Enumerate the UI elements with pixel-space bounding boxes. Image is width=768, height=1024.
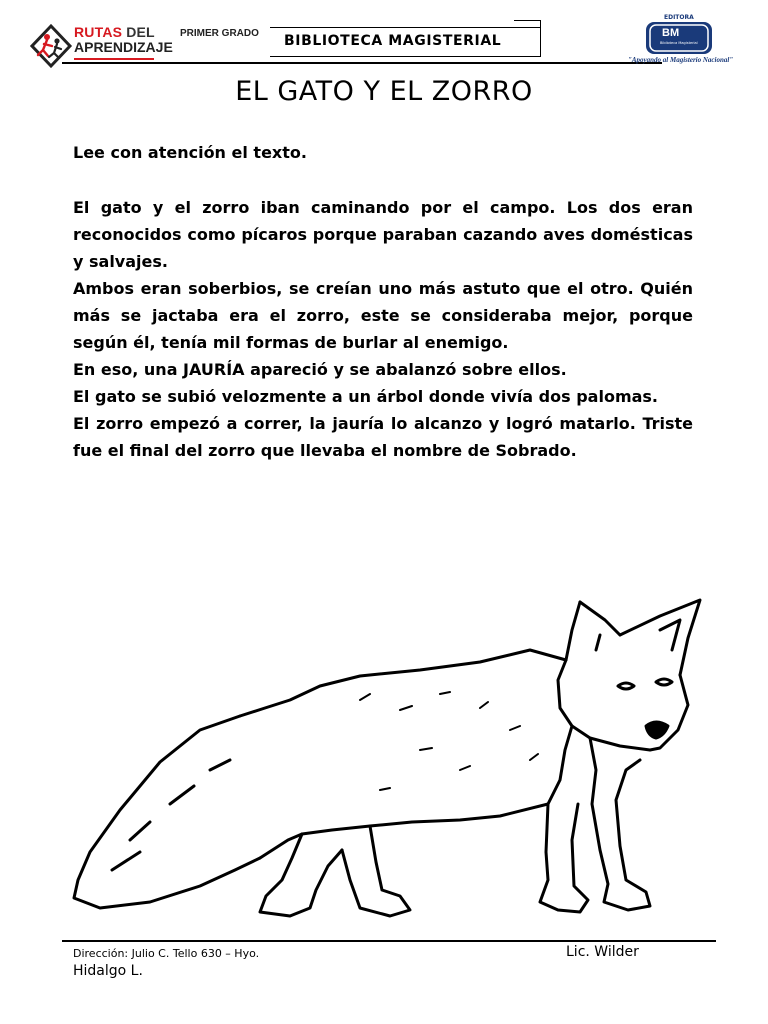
story-paragraph-4: El gato se subió velozmente a un árbol donde vivía dos palomas. — [73, 387, 659, 406]
page-title: EL GATO Y EL ZORRO — [235, 76, 533, 107]
grade-label: PRIMER GRADO — [180, 28, 259, 39]
runners-logo-icon — [30, 22, 74, 74]
header-title: BIBLIOTECA MAGISTERIAL — [284, 33, 502, 49]
logo-text-line2: APRENDIZAJE — [74, 39, 173, 55]
header-divider — [62, 62, 662, 64]
footer-divider — [62, 940, 716, 942]
story-text — [73, 194, 693, 464]
logo-editora-label: EDITORA — [664, 14, 694, 21]
story-paragraph-1: El gato y el zorro iban caminando por el campo. Los dos eran reconocidos como pícaros porque paraban cazando aves domésticas y salvajes. — [73, 198, 693, 271]
logo-slogan: "Apoyando al Magisterio Nacional" — [628, 56, 734, 64]
bm-mark-subtitle: Biblioteca Magisterial — [660, 41, 698, 45]
footer-author-line2: Hidalgo L. — [73, 963, 143, 979]
footer-author-line1: Lic. Wilder — [566, 944, 639, 960]
logo-text-line1: RUTAS DEL — [74, 24, 155, 40]
bm-mark: BM — [662, 27, 680, 39]
footer-address: Dirección: Julio C. Tello 630 – Hyo. — [73, 947, 260, 960]
logo-biblioteca-magisterial — [620, 14, 738, 70]
story-paragraph-2: Ambos eran soberbios, se creían uno más astuto que el otro. Quién más se jactaba era el zorro, este se consideraba mejor, porque según él, tenía mil formas de burlar al enemigo. — [73, 279, 693, 352]
story-paragraph-3: En eso, una JAURÍA apareció y se abalanzó sobre ellos. — [73, 360, 567, 379]
logo-rutas-del-aprendizaje — [30, 22, 185, 74]
instruction-text: Lee con atención el texto. — [73, 143, 307, 162]
story-paragraph-5: El zorro empezó a correr, la jauría lo alcanzo y logró matarlo. Triste fue el final del zorro que llevaba el nombre de Sobrado. — [73, 414, 693, 460]
logo-underline — [74, 58, 154, 60]
fox-illustration — [60, 590, 720, 935]
